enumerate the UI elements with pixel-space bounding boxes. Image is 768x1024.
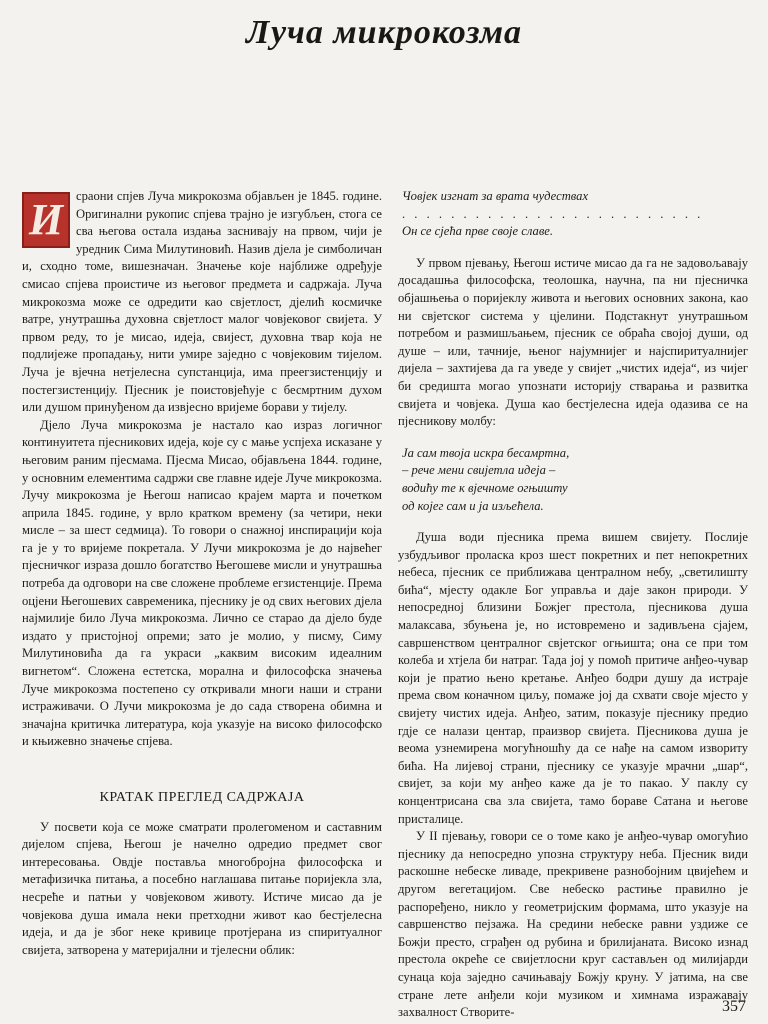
verse-line: водићу те к вјечноме огњишту	[402, 480, 568, 495]
section-heading: КРАТАК ПРЕГЛЕД САДРЖАЈА	[99, 790, 305, 805]
verse-line: Човјек изгнат за врата чудествах	[402, 189, 589, 203]
verse-ellipsis: . . . . . . . . . . . . . . . . . . . . . . . . .	[402, 206, 704, 221]
verse-quote-1	[402, 188, 748, 241]
paragraph-intro-text: сраони спјев Луча микрокозма објављен је 1845. године. Оригинални рукопис спјева трајно је изгубљен, стога се сва његова остала издања заснивају на првом, чији је уредник Сима Милутиновић. Назив дјела је симболичан и, сходно томе, вишезначан. Значење које најближе одређује смисао спјева проистиче из његовог предмета и садржаја. Луча микрокозма може се одредити као свјетлост, дјелић космичке ватре, унутрашња духовна свјетлост малог човјековог свијета. У првом реду, то је мисао, идеја, свијест, духовна твар која не подлијеже пропадању, нити умире заједно с човјековим тијелом. Луча је вјечна нетјелесна супстанција, има преегзистенцију и постегзистенцију. Пјесник је поистовјећује с бесмртним духом или душом принуђеном да извјесно вријеме борави у тијелу.	[22, 189, 382, 415]
page-title: Луча микрокозма	[245, 14, 523, 51]
paragraph-intro	[22, 188, 382, 417]
left-column	[22, 188, 382, 959]
verse-line: – рече мени свијетла идеја –	[402, 463, 556, 478]
paragraph-dedication: У посвети која се може сматрати пролегоменом и саставним дијелом спјева, Његош је начелно одредио предмет свог интересовања. Овдје поставља многобројна философска и метафизичка питања, а посебно наглашава питање поријекла зла, несреће и патњи у човјековом животу. Истиче мисао да је човјекова душа имала неки претходни живот као бестјелесна идеја, и да је због неке кривице протјерана из спиритуалног свијета, затворена у материјални и тјелесни облик:	[22, 819, 382, 957]
paragraph-canto-2: У II пјевању, говори се о томе како је анђео-чувар омогућио пјеснику да непосредно упозна структуру неба. Пјесник види раскошне небеске ливаде, прекривене разнобојним цвијећем и другом вегетацијом. Све небеско растиње правилно је распоређено, никло у геометријским формама, што указује на савршенство пејзажа. На средини небеске равни уздиже се Божји престо, сграђен од рубина и брилијаната. Високо изнад престола окреће се свијетлосни круг састављен од милијарди сунаца која заједно сачињавају Божју круну. У јатима, на све стране лете анђели који музиком и химнама изражавају захвалност Створите-	[398, 829, 748, 1020]
page-number: 357	[722, 998, 746, 1015]
dropcap-initial: И	[22, 192, 70, 248]
verse-line: Ја сам твоја искра бесамртна,	[402, 445, 570, 460]
verse-line: Он се сјећа прве своје славе.	[402, 224, 554, 239]
paragraph-origin: Дјело Луча микрокозма је настало као израз логичног континуитета пјесникових идеја, које су с мање успјеха исказане у његовим раним пјесмама. Пјесма Мисао, објављена 1844. године, у основним елементима садржи све главне идеје Луче микрокозма. Лучу микрокозма је Његош написао крајем марта и почетком априла 1845. године, у врло кратком времену (за четири, неки мисле – за шест седмица). То говори о снажној инспирацији која га је у то вријеме покретала. У Лучи микрокозма је до највећег пјесничког израза дошло богатство Његошеве мисли и унутрашња потреба да одговори на све сложене проблеме егзистенције. Према оцјени Његошевих савременика, пјеснику је од свих његових дјела најмилије било Луча микрокозма. Лично се старао да дјело буде издато у пристојној опреми; зато је молио, у писму, Симу Милутиновића да га украси „каквим високим идеалним вигнетом“. Сложена естетска, морална и философска значења Луче микрокозма постепено су откривали многи наши и страни истраживачи. О Лучи микрокозма је до сада створена обимна и значајна критичка литература, која указује на високо философско и књижевно значење спјева.	[22, 417, 382, 749]
verse-line: од којег сам и ја изљећела.	[402, 498, 544, 513]
right-column	[398, 188, 748, 1022]
paragraph-canto-1: У првом пјевању, Његош истиче мисао да га не задовољавају досадашња философска, теолошка, научна, па ни пјесничка објашњења о поријеклу живота и његових основних закона, као ни свјетског система у цјелини. Подстакнут унутрашњом потребом и размишљањем, пјесник се обраћа својој души, од душе – или, тачније, њеног најумнијег и најспиритуалнијег дијела – захтијева да га уведе у свијет „чистих идеја“, из чијег би средишта могао упознати историју стварања и развитка свијета и човјека. Душа као бестјелесна идеја одазива се на пјесникову молбу:	[398, 255, 748, 429]
verse-quote-2	[402, 445, 748, 515]
paragraph-journey: Душа води пјесника према вишем свијету. Послије узбудљивог проласка кроз шест покретних и пет непокретних небеса, пјесник се приближава централном небу, „светилишту бића“, мјесту одакле Бог управља и даје закон природи. У непосредној близини Божјег престола, пјесникова душа малаксава, збуњена је, но истовремено и задивљена сјајем, савршенством централног свјетског огњишта; она се при том колеба и хтјела би натраг. Тада јој у помоћ притиче анђео-чувар који је пратио њено кретање. Анђео бодри душу да истраје према свом коначном циљу, помаже јој да схвати своје мјесто у свијету чистих идеја. Анђео, затим, показује пјеснику предио гдје се налази центар, праизвор свијета. Пјесникова душа је веома узнемирена могућношћу да се нађе на самом извориту бића. На лијевој страни, пјеснику се указује мрачни „шар“, свијет, за који му анђео каже да је то пакао. У паклу су концентрисана сва зла свијета, тамо бораве Сатана и његове присталице.	[398, 530, 748, 826]
